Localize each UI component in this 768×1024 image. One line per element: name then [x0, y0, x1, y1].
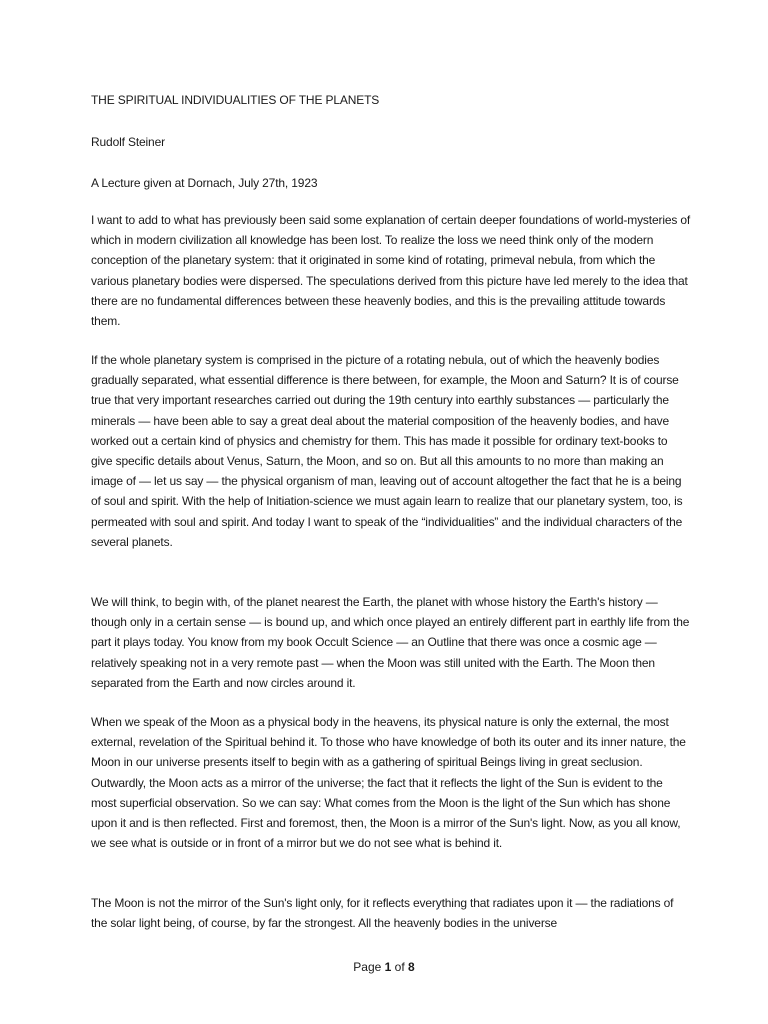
paragraph: The Moon is not the mirror of the Sun's light only, for it reflects everything that radiates upon it — the radiations of the solar light being, of course, by far the strongest. All the heavenly bodies in the universe	[91, 896, 674, 931]
page-number: 1	[384, 960, 392, 974]
paragraph: We will think, to begin with, of the planet nearest the Earth, the planet with whose history the Earth's history — though only in a certain sense — is bound up, and which once played an entirely different part in earthly life from the part it plays today. You know from my book Occult Science — an Outline that there was once a cosmic age — relatively speaking not in a very remote past — when the Moon was still united with the Earth. The Moon then separated from the Earth and now circles around it.	[91, 595, 690, 690]
of-word: of	[394, 960, 405, 974]
document-subtitle: A Lecture given at Dornach, July 27th, 1923	[91, 176, 318, 190]
page-total: 8	[408, 960, 415, 974]
document-title: THE SPIRITUAL INDIVIDUALITIES OF THE PLANETS	[91, 93, 380, 107]
paragraph: When we speak of the Moon as a physical body in the heavens, its physical nature is only the external, the most external, revelation of the Spiritual behind it. To those who have knowledge of both its outer and its inner nature, the Moon in our universe presents itself to begin with as a gathering of spiritual Beings living in great seclusion. Outwardly, the Moon acts as a mirror of the universe; the fact that it reflects the light of the Sun is evident to the most superficial observation. So we can say: What comes from the Moon is the light of the Sun which has shone upon it and is then reflected. First and foremost, then, the Moon is a mirror of the Sun's light. Now, as you all know, we see what is outside or in front of a mirror but we do not see what is behind it.	[91, 715, 686, 851]
page-footer	[0, 960, 768, 974]
paragraph: If the whole planetary system is comprised in the picture of a rotating nebula, out of which the heavenly bodies gradually separated, what essential difference is there between, for example, the Moon and Saturn? It is of course true that very important researches carried out during the 19th century into earthly substances — particularly the minerals — have been able to say a great deal about the material composition of the heavenly bodies, and have worked out a certain kind of physics and chemistry for them. This has made it possible for ordinary text-books to give specific details about Venus, Saturn, the Moon, and so on. But all this amounts to no more than making an image of — let us say — the physical organism of man, leaving out of account altogether the fact that he is a being of soul and spirit. With the help of Initiation-science we must again learn to realize that our planetary system, too, is permeated with soul and spirit. And today I want to speak of the “individualities” and the individual characters of the several planets.	[91, 353, 683, 549]
page-word: Page	[353, 960, 382, 974]
document-author: Rudolf Steiner	[91, 135, 165, 149]
paragraph: I want to add to what has previously been said some explanation of certain deeper foundations of world-mysteries of which in modern civilization all knowledge has been lost. To realize the loss we need think only of the modern conception of the planetary system: that it originated in some kind of rotating, primeval nebula, from which the various planetary bodies were dispersed. The speculations derived from this picture have led merely to the idea that there are no fundamental differences between these heavenly bodies, and this is the prevailing attitude towards them.	[91, 213, 691, 329]
